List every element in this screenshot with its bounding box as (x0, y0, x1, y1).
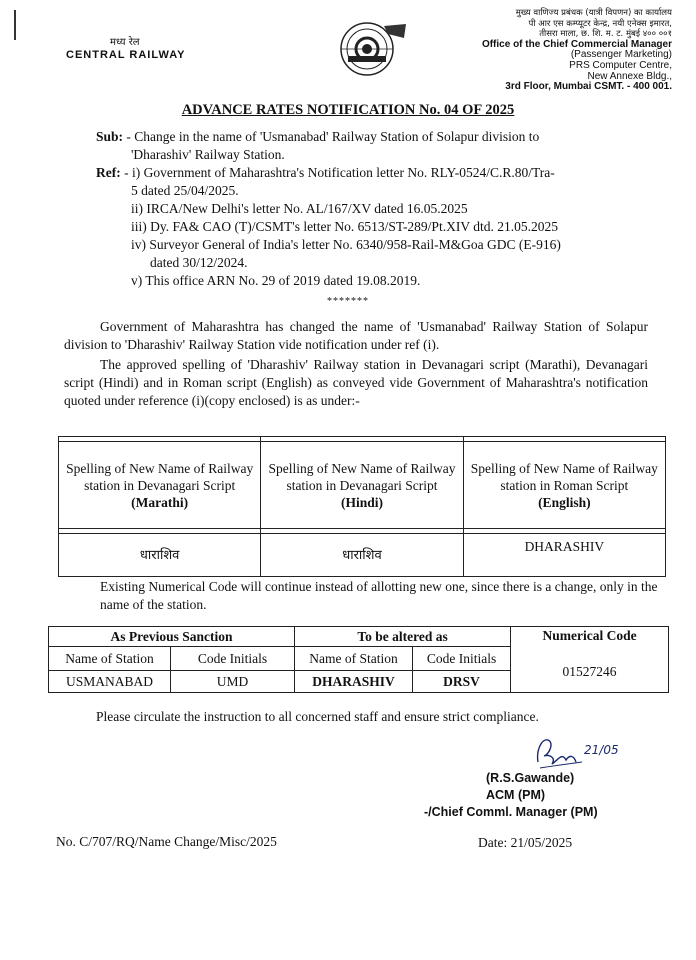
reference-label: Ref: (96, 165, 121, 180)
subheader-name-of-station: Name of Station (49, 647, 171, 671)
signature-date: 21/05 (584, 743, 619, 757)
reference-item: dated 30/12/2024. (150, 255, 248, 270)
address-line: पी आर एस कम्प्यूटर केन्द्र, नयी एनेक्स इमारत, (528, 18, 672, 29)
references (96, 164, 676, 290)
spelling-header-english: Spelling of New Name of Railway station in Roman Script (English) (463, 442, 665, 529)
reference-item: v) This office ARN No. 29 of 2019 dated 19.08.2019. (131, 273, 421, 288)
circulate-instruction: Please circulate the instruction to all concerned staff and ensure strict compliance. (96, 709, 539, 724)
subject (96, 128, 666, 164)
numerical-code-header: Numerical Code (542, 628, 637, 643)
old-code-initials: UMD (171, 671, 295, 693)
paragraph-text: Government of Maharashtra has changed the name of 'Usmanabad' Railway Station of Solapur division to 'Dharashiv' Railway Station vide notification under ref (i). (64, 319, 648, 352)
address-line: New Annexe Bldg., (587, 70, 672, 82)
spelling-table (58, 436, 666, 577)
numerical-code-cell (511, 627, 669, 693)
indian-railways-emblem-icon (326, 20, 408, 78)
header-left (66, 36, 186, 62)
spelling-value-english: DHARASHIV (463, 534, 665, 577)
spelling-value-hindi: धाराशिव (261, 534, 463, 577)
signatory-designation: ACM (PM) (486, 788, 546, 802)
railway-name-english: CENTRAL RAILWAY (66, 49, 186, 61)
old-station-name: USMANABAD (49, 671, 171, 693)
spelling-value-marathi: धाराशिव (59, 534, 261, 577)
reference-item: - i) Government of Maharashtra's Notification letter No. RLY-0524/C.R.80/Tra- (124, 165, 555, 180)
separator: ******* (327, 296, 369, 307)
numerical-code-value: 01527246 (562, 664, 617, 679)
reference-item: iii) Dy. FA& CAO (T)/CSMT's letter No. 6513/ST-289/Pt.XIV dtd. 21.05.2025 (131, 219, 558, 234)
subheader-code-initials: Code Initials (413, 647, 511, 671)
signatory-designation: -/Chief Comml. Manager (PM) (424, 805, 598, 819)
reference-item: 5 dated 25/04/2025. (131, 183, 239, 198)
new-code-initials: DRSV (413, 671, 511, 693)
margin-line (14, 10, 16, 40)
subheader-name-of-station: Name of Station (295, 647, 413, 671)
new-station-name: DHARASHIV (295, 671, 413, 693)
subject-label: Sub: (96, 129, 124, 144)
signatory-name: (R.S.Gawande) (486, 771, 575, 785)
paragraph-text: The approved spelling of 'Dharashiv' Railway station in Devanagari script (Marathi), Devanagari script (Hindi) and in Roman script (English) as conveyed vide Government of Maharashtra's notification quoted under reference (i)(copy enclosed) is as under:- (64, 357, 648, 408)
reference-item: iv) Surveyor General of India's letter No. 6340/958-Rail-M&Goa GDC (E-916) (131, 237, 561, 252)
letter-date: Date: 21/05/2025 (478, 835, 573, 850)
railway-name-hindi: मध्य रेल (110, 37, 140, 48)
signatory-block (424, 770, 654, 821)
page-title: ADVANCE RATES NOTIFICATION No. 04 OF 2025 (181, 102, 515, 118)
address-line: 3rd Floor, Mumbai CSMT. - 400 001. (505, 81, 672, 93)
address-line: Office of the Chief Commercial Manager (481, 38, 672, 50)
paragraph: Existing Numerical Code will continue instead of allotting new one, since there is a change, only in the name of the station. (100, 579, 658, 612)
spelling-header-marathi: Spelling of New Name of Railway station in Devanagari Script (Marathi) (59, 442, 261, 529)
subject-text: - Change in the name of 'Usmanabad' Railway Station of Solapur division to (126, 129, 540, 144)
subheader-code-initials: Code Initials (171, 647, 295, 671)
paragraph (64, 318, 648, 354)
address-line: (Passenger Marketing) (570, 49, 672, 61)
spelling-header-hindi: Spelling of New Name of Railway station in Devanagari Script (Hindi) (261, 442, 463, 529)
group-header-previous: As Previous Sanction (49, 627, 295, 647)
address-line: मुख्य वाणिज्य प्रबंधक (यात्री विपणन) का कार्यालय (515, 8, 672, 18)
letter-number: No. C/707/RQ/Name Change/Misc/2025 (56, 834, 277, 849)
reference-item: ii) IRCA/New Delhi's letter No. AL/167/XV dated 16.05.2025 (131, 201, 468, 216)
address-line: PRS Computer Centre, (569, 59, 672, 71)
header-right-address (432, 8, 672, 93)
code-table (48, 626, 669, 693)
address-line: तीसरा माला, छ. शि. म. ट. मुंबई ४०० ००१ (539, 29, 672, 40)
subject-text: 'Dharashiv' Railway Station. (131, 147, 285, 162)
group-header-altered: To be altered as (295, 627, 511, 647)
paragraph (64, 356, 648, 410)
